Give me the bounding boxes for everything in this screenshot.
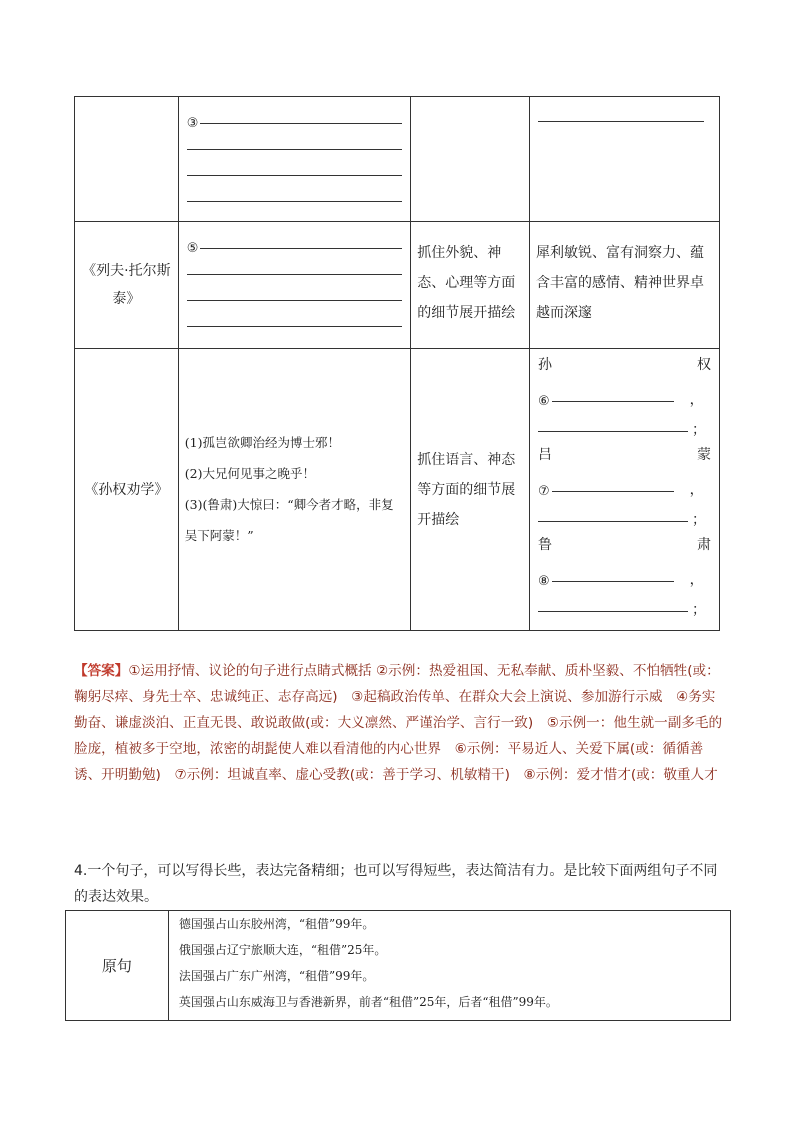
answer-text: ①运用抒情、议论的句子进行点睛式概括 ②示例：热爱祖国、无私奉献、质朴坚毅、不怕牺牲(或：鞠躬尽瘁、身先士卒、忠诚纯正、志存高远) ③起稿政治传单、在群众大会上演说、参加游行示威 ④务实勤奋、谦虚淡泊、正直无畏、敢说敢做(或：大义凛然、严谨治学、言行一致) ⑤示例一：他生就一副多毛的脸庞，植被多于空地，浓密的胡髭使人难以看清他的内心世界 ⑥示例：平易近人、关爱下属(或：循循善诱、开明勤勉) ⑦示例：坦诚直率、虚心受教(或：善于学习、机敏精干) ⑧示例：爱才惜才(或：敬重人才 xyxy=(74,663,723,783)
person-row: 孙 权 xyxy=(537,357,711,373)
character-traits: 犀利敏锐、富有洞察力、蕴含丰富的感情、精神世界卓越而深邃 xyxy=(535,245,704,321)
table-row xyxy=(75,97,720,222)
answer-blank[interactable] xyxy=(538,413,688,432)
answer-blank[interactable] xyxy=(200,105,402,124)
original-label: 原句 xyxy=(101,956,132,975)
answer-blank[interactable] xyxy=(187,282,402,301)
original-line: 德国强占山东胶州湾，“租借”99年。 xyxy=(178,917,375,931)
quote-line: (3)(鲁肃)大惊曰：“卿今者才略，非复吴下阿蒙！” xyxy=(184,497,394,543)
circle-number: ⑥ xyxy=(537,394,550,409)
person-row: 鲁 肃 xyxy=(537,537,711,553)
quote-line: (2)大兄何见事之晚乎！ xyxy=(184,466,316,481)
table-row xyxy=(66,911,731,1021)
answer-tag: 【答案】 xyxy=(74,663,129,679)
table-row xyxy=(75,222,720,349)
circle-number: ③ xyxy=(186,116,199,131)
answer-blank[interactable] xyxy=(552,473,674,492)
answer-blank[interactable] xyxy=(187,183,402,202)
description-method: 抓住语言、神态等方面的细节展开描绘 xyxy=(417,452,516,528)
circle-number: ⑤ xyxy=(186,241,199,256)
original-line: 法国强占广东广州湾，“租借”99年。 xyxy=(178,969,375,983)
question-4: 4.一个句子，可以写得长些，表达完备精细；也可以写得短些，表达简洁有力。是比较下面两组句子不同的表达效果。 xyxy=(74,863,718,905)
analysis-table xyxy=(74,96,720,631)
answer-blank[interactable] xyxy=(538,503,688,522)
description-method: 抓住外貌、神态、心理等方面的细节展开描绘 xyxy=(417,245,516,321)
circle-number: ⑦ xyxy=(537,484,550,499)
original-sentences-table xyxy=(65,910,731,1021)
article-title: 《列夫·托尔斯泰》 xyxy=(82,263,171,307)
answer-blank[interactable] xyxy=(538,103,704,122)
table-row: 《孙权劝学》 (1)孤岂欲卿治经为博士邪！ (2)大兄何见事之晚乎！ (3)(鲁肃)大惊曰：“卿今者才略，非复吴下阿蒙！” 抓住语言、神态等方面的细节展开描绘 孙 权 ⑥ ， ； 吕 蒙 ⑦ ， ； 鲁 肃 ⑧ ， ； xyxy=(75,349,720,631)
answer-section xyxy=(74,658,724,788)
answer-blank[interactable] xyxy=(200,230,402,249)
original-line: 俄国强占辽宁旅顺大连，“租借”25年。 xyxy=(178,943,387,957)
answer-blank[interactable] xyxy=(552,383,674,402)
circle-number: ⑧ xyxy=(537,574,550,589)
quote-line: (1)孤岂欲卿治经为博士邪！ xyxy=(184,435,341,450)
person-row: 吕 蒙 xyxy=(537,447,711,463)
answer-blank[interactable] xyxy=(552,563,674,582)
article-title: 《孙权劝学》 xyxy=(84,481,169,498)
answer-blank[interactable] xyxy=(187,157,402,176)
answer-blank[interactable] xyxy=(187,256,402,275)
answer-blank[interactable] xyxy=(187,131,402,150)
original-line: 英国强占山东威海卫与香港新界，前者“租借”25年，后者“租借”99年。 xyxy=(178,995,558,1009)
answer-blank[interactable] xyxy=(538,593,688,612)
answer-blank[interactable] xyxy=(187,308,402,327)
